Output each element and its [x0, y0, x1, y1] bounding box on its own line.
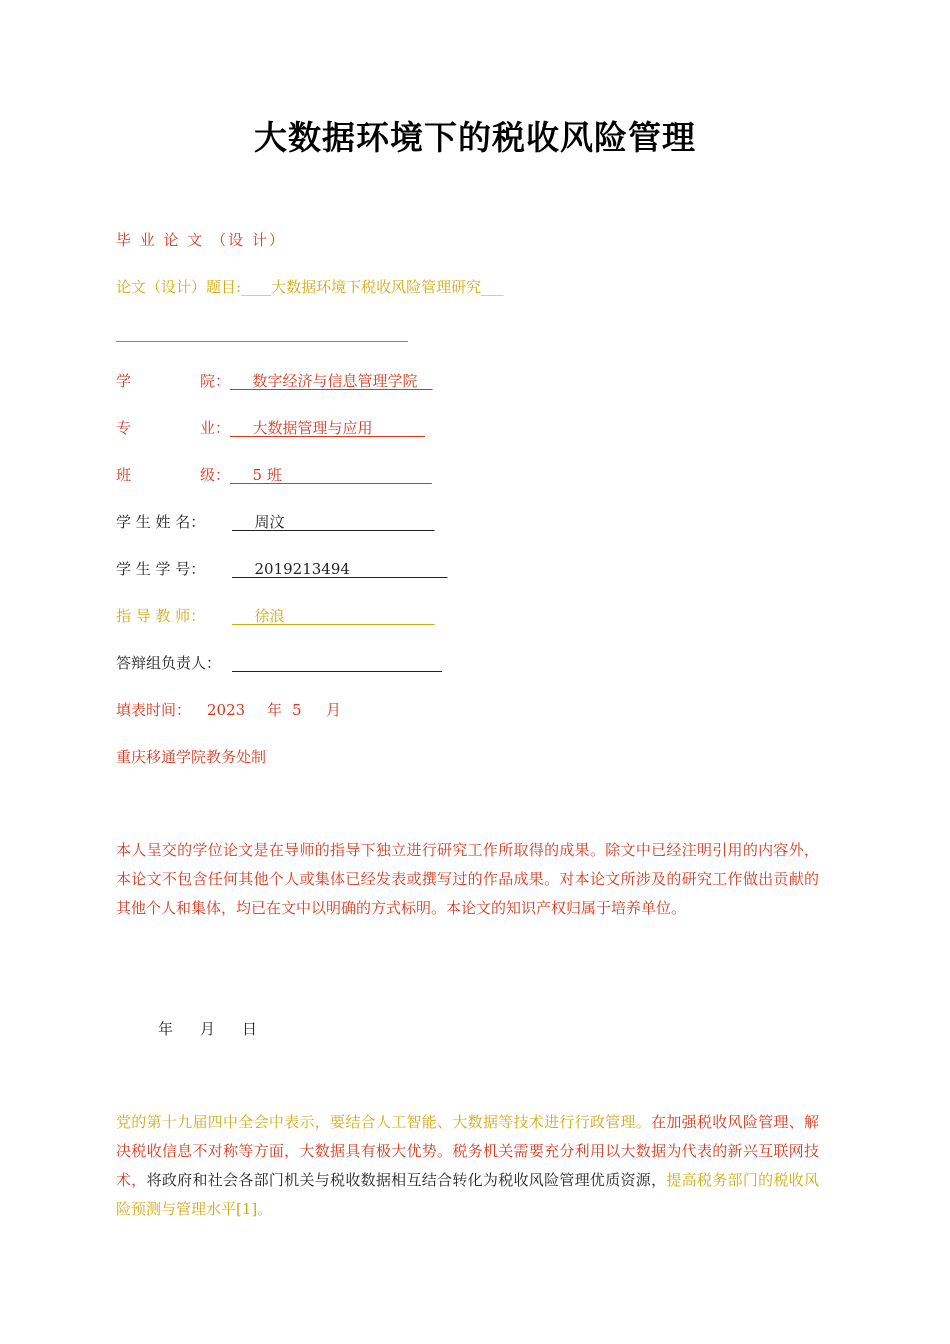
major-label-1: 专: [116, 419, 132, 437]
declaration-paragraph: 本人呈交的学位论文是在导师的指导下独立进行研究工作所取得的成果。除文中已经注明引用的内容外，本论文不包含任何其他个人或集体已经发表或撰写过的作品成果。对本论文所涉及的研究工作做出贡献的其他个人和集体，均已在文中以明确的方式标明。本论文的知识产权归属于培养单位。: [116, 841, 819, 917]
body-paragraph: [116, 1108, 819, 1224]
fill-date-month: 5: [292, 701, 302, 719]
college-row: [116, 370, 433, 392]
topic-row: [116, 276, 504, 298]
major-row: [116, 417, 425, 439]
body-part-5: 提高税务部门的税收风险预测与管理水平[1]。: [116, 1171, 819, 1218]
advisor-label: 指 导 教 师：: [116, 607, 206, 625]
fill-date-row: [116, 699, 341, 721]
fill-date-label: 填表时间：: [116, 701, 192, 719]
issuer: 重庆移通学院教务处制: [116, 748, 267, 766]
class-label-2: 级：: [200, 466, 231, 484]
major-label-2: 业：: [200, 419, 231, 437]
class-value: ___5 班____________________: [230, 466, 432, 484]
student-id-label: 学 生 学 号：: [116, 560, 206, 578]
class-label-1: 班: [116, 466, 132, 484]
fill-date-year-unit: 年: [267, 701, 283, 719]
topic-value: ____大数据环境下税收风险管理研究___: [241, 278, 504, 296]
advisor-row: [116, 605, 435, 627]
college-value: ___数字经济与信息管理学院__: [230, 372, 433, 390]
student-id-value: ___2019213494_____________: [232, 560, 448, 578]
sign-date-month: 月: [200, 1020, 216, 1038]
fill-date-year: 2023: [207, 701, 246, 719]
defense-lead-value: ____________________________: [232, 654, 442, 672]
class-row: [116, 464, 432, 486]
student-name-value: ___周汶____________________: [232, 513, 435, 531]
thesis-header: 毕 业 论 文 （设 计）: [116, 231, 286, 249]
college-label-1: 学: [116, 372, 132, 390]
body-part-3: 税务机关需要充分利用以大数据为代表的新兴互联网技术，: [116, 1142, 819, 1189]
advisor-value: ___徐浪____________________: [232, 607, 435, 625]
sign-date-year: 年: [158, 1020, 174, 1038]
body-part-4: 将政府和社会各部门机关与税收数据相互结合转化为税收风险管理优质资源，: [146, 1171, 667, 1189]
fill-date-month-unit: 月: [326, 701, 342, 719]
major-value: ___大数据管理与应用_______: [230, 419, 426, 437]
sign-date-row: [158, 1018, 257, 1040]
college-label-2: 院：: [200, 372, 231, 390]
student-id-row: [116, 558, 447, 580]
document-title: 大数据环境下的税收风险管理: [254, 118, 696, 157]
defense-lead-row: [116, 652, 442, 674]
student-name-label: 学 生 姓 名：: [116, 513, 206, 531]
body-part-2: 在加强税收风险管理、解决税收信息不对称等方面，大数据具有极大优势。: [116, 1113, 819, 1160]
student-name-row: [116, 511, 435, 533]
sign-date-day: 日: [242, 1020, 258, 1038]
body-part-1: 党的第十九届四中全会中表示，要结合人工智能、大数据等技术进行行政管理。: [116, 1113, 652, 1131]
topic-label: 论文（设计）题目:: [116, 278, 242, 296]
defense-lead-label: 答辩组负责人：: [116, 654, 222, 672]
topic-underline: [116, 341, 408, 342]
